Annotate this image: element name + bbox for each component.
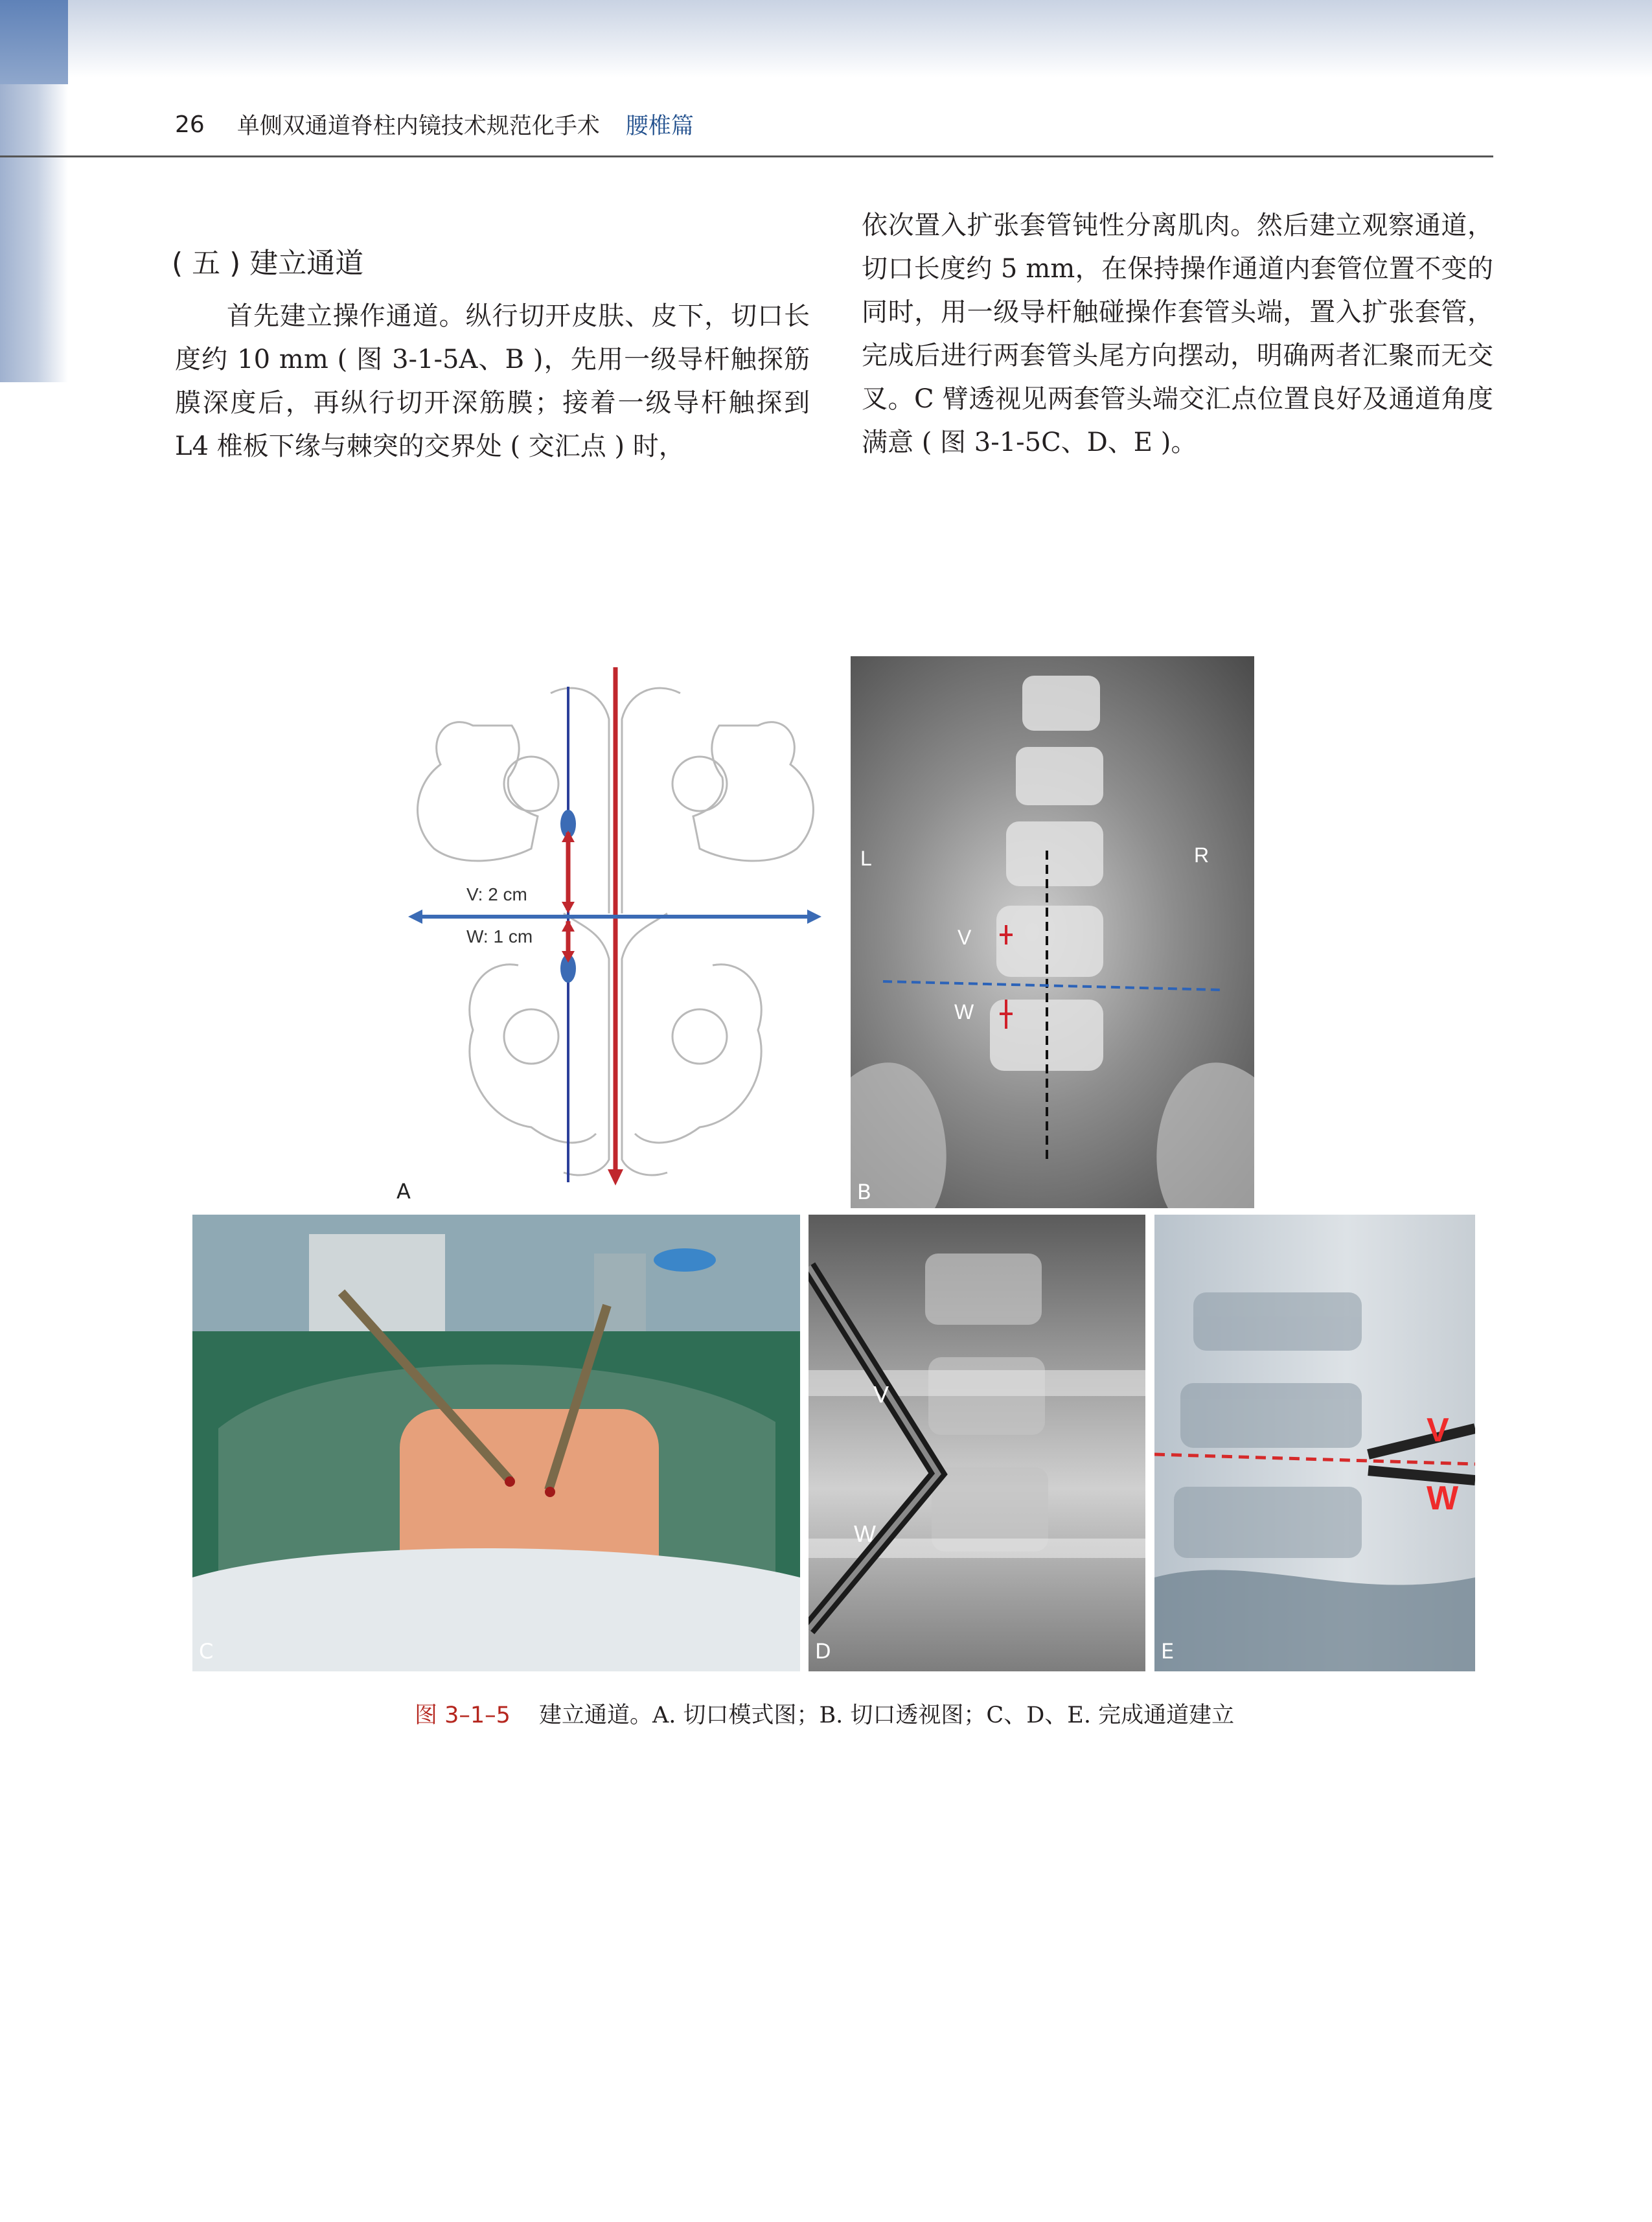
vertebra-schematic [389,654,842,1211]
figure-panel-e [1154,1215,1475,1671]
top-gradient-band [0,0,1652,78]
surgical-photo-c [192,1215,800,1671]
figure-panel-b [851,656,1254,1208]
panel-e-w-marker: W [1427,1480,1459,1517]
caption-figure-number: 图 3–1–5 [415,1702,511,1728]
caption-text: 建立通道。A. 切口模式图；B. 切口透视图；C、D、E. 完成通道建立 [538,1702,1235,1728]
panel-d-v-marker: V [873,1381,889,1408]
panel-c-label: C [199,1639,214,1664]
panel-d-w-marker: W [854,1520,876,1547]
page-number: 26 [175,111,205,138]
panel-b-v-marker: V [958,926,972,949]
panel-e-label: E [1161,1639,1175,1664]
figure-panel-c [192,1215,800,1671]
panel-b-right-marker: R [1194,843,1210,867]
fluoroscopy-image-e [1154,1215,1475,1671]
figure-panel-d [809,1215,1145,1671]
figure-panel-a [389,654,842,1211]
side-tab-accent [0,0,68,84]
fluoroscopy-image-b [851,656,1254,1208]
header-rule [0,155,1493,157]
paragraph-left: 首先建立操作通道。纵行切开皮肤、皮下，切口长度约 10 mm ( 图 3-1-5A、B )，先用一级导杆触探筋膜深度后，再纵行切开深筋膜；接着一级导杆触探到 L4 椎板下缘与棘突的交界处 ( 交汇点 ) 时， [175,301,810,461]
panel-a-v-distance: V: 2 cm [466,884,527,904]
text-column-left [175,295,810,468]
figure-caption [415,1697,1234,1730]
section-heading: ( 五 ) 建立通道 [172,247,364,280]
panel-b-left-marker: L [860,847,872,870]
panel-d-label: D [815,1639,831,1664]
panel-a-label: A [396,1179,411,1204]
part-title: 腰椎篇 [625,113,694,139]
panel-b-label: B [857,1180,871,1204]
panel-a-w-distance: W: 1 cm [466,926,533,946]
book-title: 单侧双通道脊柱内镜技术规范化手术 [236,113,600,139]
panel-e-v-marker: V [1427,1412,1449,1449]
text-column-right [862,204,1493,464]
panel-b-w-marker: W [954,1000,974,1024]
paragraph-right: 依次置入扩张套管钝性分离肌肉。然后建立观察通道，切口长度约 5 mm，在保持操作通道内套管位置不变的同时，用一级导杆触碰操作套管头端，置入扩张套管，完成后进行两套管头尾方向摆动，明确两者汇聚而无交叉。C 臂透视见两套管头端交汇点位置良好及通道角度满意 ( 图 3-1-5C、D、E )。 [862,211,1493,457]
fluoroscopy-image-d [809,1215,1145,1671]
running-header [175,105,694,144]
